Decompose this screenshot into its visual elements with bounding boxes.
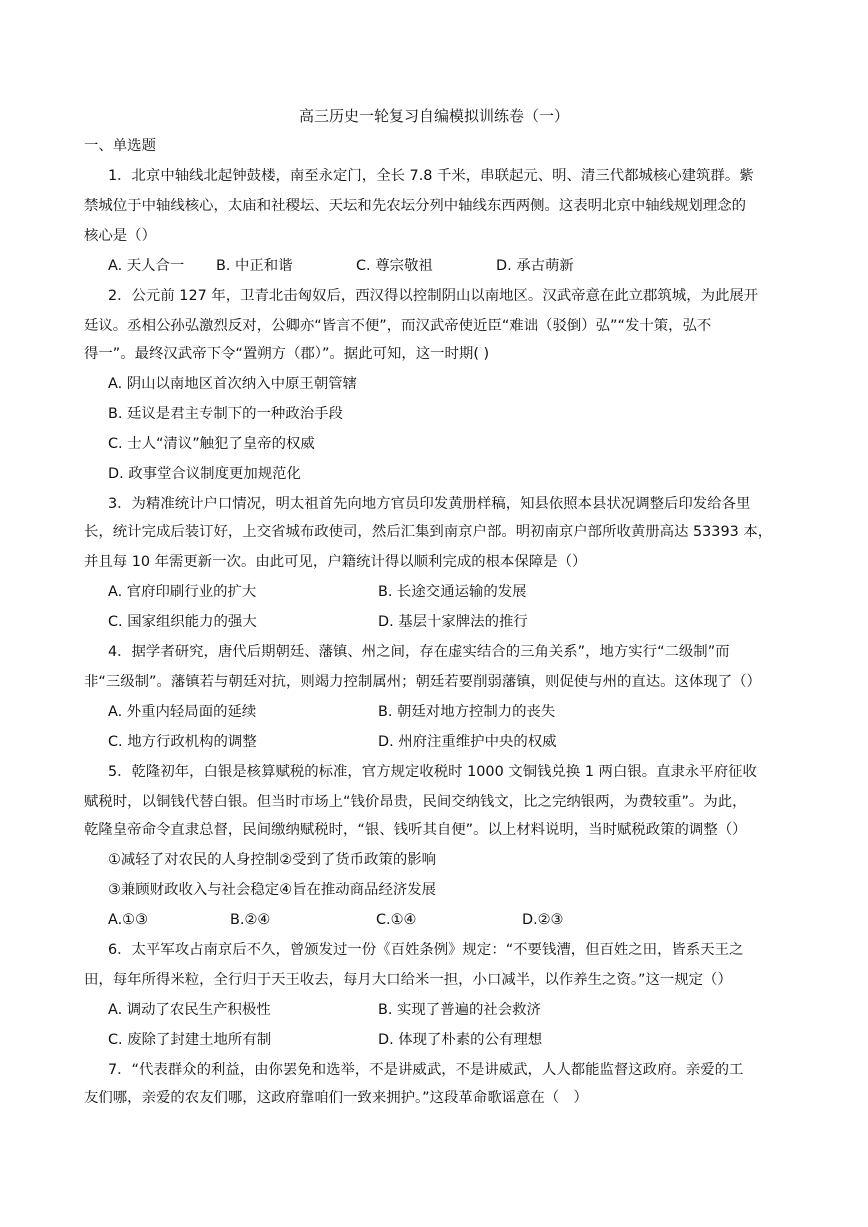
question-3-option-a[interactable]: A. 官府印刷行业的扩大 xyxy=(108,584,257,600)
question-6-line-1: 6．太平军攻占南京后不久，曾颁发过一份《百姓条例》规定：“不要钱漕，但百姓之田，皆系天王之 xyxy=(108,942,744,958)
question-6-option-a[interactable]: A. 调动了农民生产积极性 xyxy=(108,1002,271,1018)
question-2-option-c[interactable]: C. 士人“清议”触犯了皇帝的权威 xyxy=(108,436,315,452)
question-5-statement-1: ①减轻了对农民的人身控制②受到了货币政策的影响 xyxy=(108,852,437,868)
question-5-line-1: 5．乾隆初年，白银是核算赋税的标准，官方规定收税时 1000 文铜钱兑换 1 两白银。直隶永平府征收 xyxy=(108,764,757,780)
question-1-line-2: 禁城位于中轴线核心，太庙和社稷坛、天坛和先农坛分列中轴线东西两侧。这表明北京中轴线规划理念的 xyxy=(84,198,746,214)
question-1-option-c[interactable]: C. 尊宗敬祖 xyxy=(356,258,433,274)
question-2-line-2: 廷议。丞相公孙弘激烈反对，公卿亦“皆言不便”，而汉武帝使近臣“难诎（驳倒）弘”“发十策，弘不 xyxy=(84,318,712,334)
question-1-option-b[interactable]: B. 中正和谐 xyxy=(216,258,293,274)
question-4-option-d[interactable]: D. 州府注重维护中央的权威 xyxy=(378,734,557,750)
question-1-line-3: 核心是（） xyxy=(84,228,156,244)
question-5-option-c[interactable]: C.①④ xyxy=(376,912,417,928)
question-4-option-b[interactable]: B. 朝廷对地方控制力的丧失 xyxy=(378,704,556,720)
question-3-option-c[interactable]: C. 国家组织能力的强大 xyxy=(108,614,257,630)
question-5-statement-2: ③兼顾财政收入与社会稳定④旨在推动商品经济发展 xyxy=(108,882,437,898)
question-1-line-1: 1．北京中轴线北起钟鼓楼，南至永定门，全长 7.8 千米，串联起元、明、清三代都城核心建筑群。紫 xyxy=(108,168,754,184)
question-5-option-d[interactable]: D.②③ xyxy=(522,912,564,928)
question-6-option-d[interactable]: D. 体现了朴素的公有理想 xyxy=(378,1032,543,1048)
question-4-option-c[interactable]: C. 地方行政机构的调整 xyxy=(108,734,257,750)
question-4-line-1: 4．据学者研究，唐代后期朝廷、藩镇、州之间，存在虚实结合的三角关系”，地方实行“二级制”而 xyxy=(108,644,730,660)
question-7-line-1: 7．“代表群众的利益，由你罢免和选举，不是讲威武，不是讲威武，人人都能监督这政府。亲爱的工 xyxy=(108,1062,744,1078)
question-5-option-b[interactable]: B.②④ xyxy=(230,912,271,928)
question-6-option-c[interactable]: C. 废除了封建土地所有制 xyxy=(108,1032,272,1048)
section-heading: 一、单选题 xyxy=(84,138,156,154)
question-7-line-2: 友们哪，亲爱的农友们哪，这政府靠咱们一致来拥护。”这段革命歌谣意在（ ） xyxy=(84,1090,588,1106)
question-3-option-b[interactable]: B. 长途交通运输的发展 xyxy=(378,584,527,600)
question-2-option-d[interactable]: D. 政事堂合议制度更加规范化 xyxy=(108,466,301,482)
question-2-option-a[interactable]: A. 阴山以南地区首次纳入中原王朝管辖 xyxy=(108,376,357,392)
question-6-line-2: 田，每年所得米粒，全行归于天王收去，每月大口给米一担，小口减半，以作养生之资。”这一规定（） xyxy=(84,972,732,988)
question-5-option-a[interactable]: A.①③ xyxy=(108,912,148,928)
question-2-option-b[interactable]: B. 廷议是君主专制下的一种政治手段 xyxy=(108,406,343,422)
page-title: 高三历史一轮复习自编模拟训练卷（一） xyxy=(298,107,569,125)
question-5-line-2: 赋税时，以铜钱代替白银。但当时市场上“钱价昂贵，民间交纳钱文，比之完纳银两，为费较重”。为此， xyxy=(84,794,747,810)
question-2-line-1: 2．公元前 127 年，卫青北击匈奴后，西汉得以控制阴山以南地区。汉武帝意在此立郡筑城，为此展开 xyxy=(108,288,759,304)
question-5-line-3: 乾隆皇帝命令直隶总督，民间缴纳赋税时，“银、钱听其自便”。以上材料说明，当时赋税政策的调整（） xyxy=(84,822,747,838)
question-1-option-a[interactable]: A. 天人合一 xyxy=(108,258,185,274)
question-6-option-b[interactable]: B. 实现了普遍的社会救济 xyxy=(378,1002,541,1018)
question-3-line-3: 并且每 10 年需更新一次。由此可见，户籍统计得以顺利完成的根本保障是（） xyxy=(84,554,587,570)
question-4-line-2: 非“三级制”。藩镇若与朝廷对抗，则竭力控制属州；朝廷若要削弱藩镇，则促使与州的直达。这体现了（） xyxy=(84,674,761,690)
question-3-line-2: 长，统计完成后装订好，上交省城布政使司，然后汇集到南京户部。明初南京户部所收黄册高达 53393 本， xyxy=(84,524,773,540)
question-4-option-a[interactable]: A. 外重内轻局面的延续 xyxy=(108,704,257,720)
question-3-option-d[interactable]: D. 基层十家牌法的推行 xyxy=(378,614,528,630)
question-2-line-3: 得一”。最终汉武帝下令“置朔方（郡）”。据此可知，这一时期( ) xyxy=(84,346,490,362)
question-1-option-d[interactable]: D. 承古萌新 xyxy=(496,258,574,274)
question-3-line-1: 3．为精准统计户口情况，明太祖首先向地方官员印发黄册样稿，知县依照本县状况调整后印发给各里 xyxy=(108,496,751,512)
